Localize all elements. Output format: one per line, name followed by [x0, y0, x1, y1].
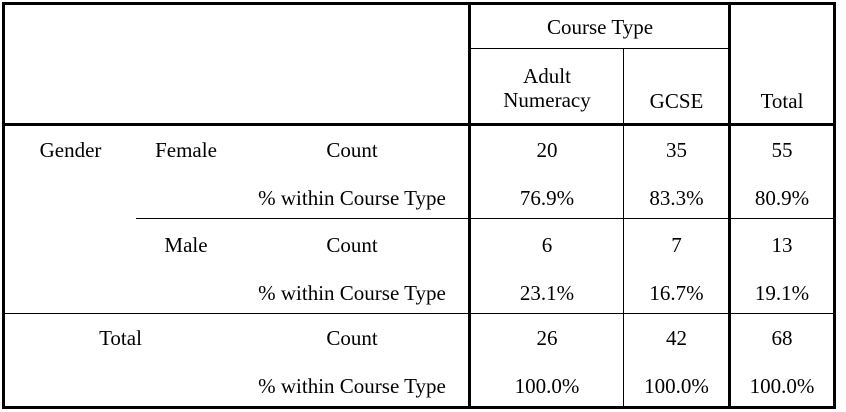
cell-male-count-total: 13	[771, 233, 793, 257]
cell-male-count-gcse: 7	[671, 233, 682, 257]
cell-female-count-adult: 20	[536, 138, 558, 162]
gender-total-divider	[5, 313, 833, 314]
cell-male-pct-total: 19.1%	[754, 281, 810, 305]
cell-total-pct-total: 100.0%	[749, 374, 815, 398]
row-label-total: Total	[99, 326, 142, 350]
female-male-divider	[136, 218, 833, 219]
cell-total-pct-gcse: 100.0%	[644, 374, 709, 398]
row-label-male: Male	[164, 233, 208, 257]
border-bottom	[2, 406, 836, 409]
cell-total-count-adult: 26	[536, 326, 558, 350]
header-gcse: GCSE	[649, 89, 704, 113]
row-label-female: Female	[155, 138, 217, 162]
stat-label-female-count: Count	[326, 138, 378, 162]
course-type-underline	[470, 48, 730, 49]
cell-total-count-gcse: 42	[666, 326, 687, 350]
header-total: Total	[760, 89, 804, 113]
cell-female-pct-adult: 76.9%	[519, 186, 575, 210]
header-course-type: Course Type	[546, 14, 654, 39]
cell-male-count-adult: 6	[541, 233, 553, 257]
stat-label-male-count: Count	[326, 233, 378, 257]
cell-total-count-total: 68	[771, 326, 793, 350]
cell-total-pct-adult: 100.0%	[514, 374, 580, 398]
cell-female-count-total: 55	[771, 138, 793, 162]
stat-label-male-pct: % within Course Type	[258, 281, 446, 305]
header-adult-numeracy	[471, 62, 623, 114]
stat-label-total-count: Count	[326, 326, 378, 350]
stat-label-total-pct: % within Course Type	[258, 374, 446, 398]
cell-male-pct-gcse: 16.7%	[649, 281, 704, 305]
cell-female-count-gcse: 35	[666, 138, 687, 162]
stat-label-female-pct: % within Course Type	[258, 186, 446, 210]
row-label-gender: Gender	[39, 138, 102, 162]
border-right	[833, 2, 836, 409]
cell-male-pct-adult: 23.1%	[519, 281, 575, 305]
header-divider	[2, 123, 836, 126]
cell-female-pct-total: 80.9%	[754, 186, 810, 210]
header-adult-numeracy-line2: Numeracy	[503, 88, 591, 112]
header-adult-numeracy-line1: Adult	[523, 64, 571, 88]
cell-female-pct-gcse: 83.3%	[649, 186, 704, 210]
